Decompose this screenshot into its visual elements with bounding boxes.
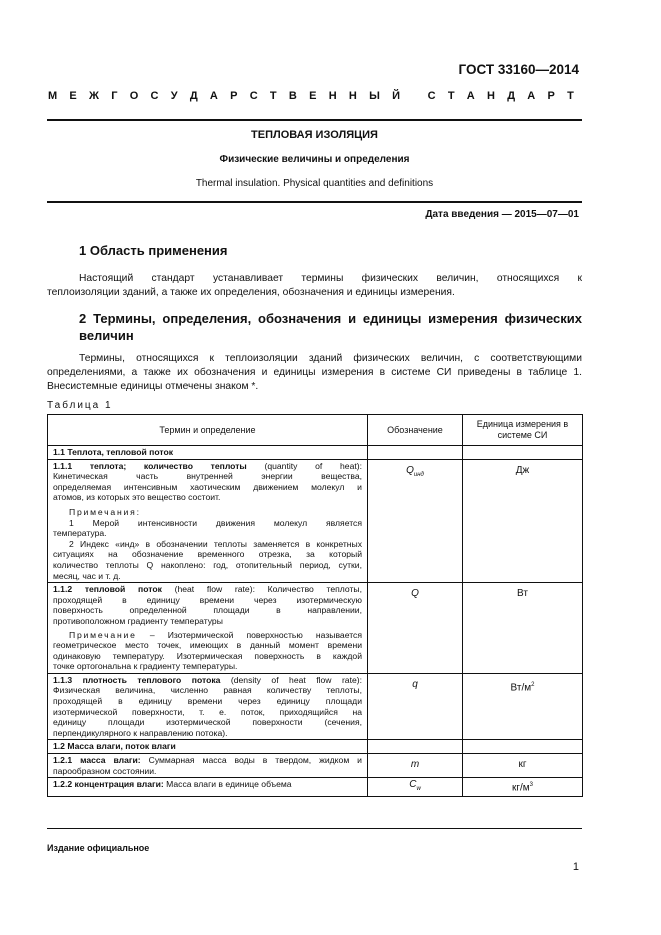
empty-cell bbox=[463, 446, 583, 460]
term-text: (density of heat flow rate): bbox=[230, 674, 363, 685]
term-text: противоположном градиенту температуры bbox=[53, 615, 223, 626]
interstate-letter: А bbox=[209, 90, 218, 102]
table-header-row bbox=[48, 415, 583, 446]
interstate-letter: Н bbox=[348, 90, 357, 102]
interstate-letter: Й bbox=[392, 90, 401, 102]
unit: кг/м bbox=[511, 782, 530, 794]
note-text: температура. bbox=[53, 528, 107, 539]
table-row bbox=[48, 740, 583, 754]
empty-cell bbox=[368, 740, 463, 754]
note-text: 2 Индекс «инд» в обозначении теплоты заменяется в конкретных bbox=[69, 538, 362, 549]
interstate-letter: Ы bbox=[369, 90, 380, 102]
term-1-1-1 bbox=[48, 459, 368, 583]
header-unit: Единица измерения в системе СИ bbox=[463, 415, 583, 446]
term-name: 1.2.1 масса влаги: bbox=[53, 755, 141, 766]
symbol-cell bbox=[368, 583, 463, 674]
symbol-cell bbox=[368, 754, 463, 778]
interstate-letter: Д bbox=[189, 90, 198, 102]
symbol: C bbox=[409, 779, 417, 791]
term-text: (heat flow rate): Количество теплоты, bbox=[174, 584, 362, 595]
section-2-line: определениями, а также их обозначения и единицы измерения в системе СИ приведены в таблице 1. bbox=[47, 367, 582, 378]
term-text: Масса влаги в единице объема bbox=[166, 779, 292, 790]
interstate-letter: С bbox=[249, 90, 258, 102]
interstate-letter: Н bbox=[328, 90, 337, 102]
document-title-english: Thermal insulation. Physical quantities and definitions bbox=[195, 178, 434, 189]
table-row bbox=[48, 459, 583, 583]
symbol: q bbox=[412, 678, 418, 690]
unit-superscript: 3 bbox=[529, 782, 534, 789]
interstate-letter: Е bbox=[69, 90, 77, 102]
symbol: Q bbox=[411, 588, 419, 600]
interstate-letter: А bbox=[527, 90, 536, 102]
term-text: проходящей в единицу времени через единицу площади bbox=[53, 696, 362, 707]
unit-superscript: 2 bbox=[531, 681, 535, 688]
table-row bbox=[48, 673, 583, 740]
term-text: Физическая величина, численно равная количеству теплоты, bbox=[53, 685, 362, 696]
empty-cell bbox=[463, 740, 583, 754]
interstate-letter: Т bbox=[447, 90, 455, 102]
symbol: Q bbox=[406, 464, 414, 476]
interstate-letter: А bbox=[466, 90, 475, 102]
section-2-heading-line: величин bbox=[79, 328, 134, 343]
interstate-letter: Т bbox=[567, 90, 574, 102]
interstate-letter: С bbox=[427, 90, 436, 102]
section-row-1-1: 1.1 Теплота, тепловой поток bbox=[48, 446, 368, 460]
unit-cell bbox=[463, 673, 583, 740]
term-text: (quantity of heat): bbox=[264, 460, 362, 471]
note-text: количество теплоты Q накоплено: год, отопительный период, сутки, bbox=[53, 559, 362, 570]
term-1-2-2 bbox=[48, 778, 368, 797]
section-2-heading bbox=[79, 310, 582, 344]
term-text: атомов, из которых это вещество состоит. bbox=[53, 492, 221, 503]
note-text: 1 Мерой интенсивности движения молекул является bbox=[69, 517, 362, 528]
top-divider bbox=[47, 119, 582, 121]
interstate-standard-label bbox=[48, 90, 574, 102]
table-row bbox=[48, 446, 583, 460]
interstate-letter: О bbox=[129, 90, 139, 102]
unit-cell: Дж bbox=[463, 459, 583, 583]
note-text: точке ортогональна к градиенту температуры. bbox=[53, 661, 238, 672]
table-row bbox=[48, 583, 583, 674]
interstate-letter: Н bbox=[487, 90, 495, 102]
term-text: проходящей в единицу времени через изотермическую bbox=[53, 594, 362, 605]
term-text: определяемая интенсивным хаотическим движением молекул и bbox=[53, 481, 362, 492]
unit-cell bbox=[463, 778, 583, 797]
term-text: Суммарная масса воды в твердом, жидком и bbox=[148, 755, 362, 766]
section-2-text bbox=[47, 352, 582, 394]
section-2-line: Внесистемные единицы отмечены знаком *. bbox=[47, 381, 259, 392]
footer-divider bbox=[47, 828, 582, 829]
term-name: 1.1.2 тепловой поток bbox=[53, 584, 162, 595]
note-text: – Изотермической поверхностью называется bbox=[149, 629, 362, 640]
interstate-letter: У bbox=[170, 90, 178, 102]
symbol-cell bbox=[368, 459, 463, 583]
interstate-letter: Д bbox=[507, 90, 516, 102]
header-symbol: Обозначение bbox=[368, 415, 463, 446]
interstate-letter: Р bbox=[547, 90, 555, 102]
term-text: единицу площади изотермической поверхности (сечения, bbox=[53, 717, 362, 728]
symbol-subscript: инд bbox=[413, 471, 424, 478]
term-text: изотермической поверхности, т. е. поток, приходящийся на bbox=[53, 706, 362, 717]
notes-heading: Примечания: bbox=[69, 506, 141, 517]
introduction-date: Дата введения — 2015—07—01 bbox=[425, 209, 579, 220]
page-number: 1 bbox=[572, 861, 579, 873]
term-text: Кинетическая часть внутренней энергии вещества, bbox=[53, 471, 362, 482]
terms-table bbox=[47, 414, 583, 797]
table-caption: Таблица 1 bbox=[47, 400, 113, 411]
interstate-letter: Р bbox=[230, 90, 238, 102]
section-1-line: теплоизоляции зданий, а также их определения, обозначения и единицы измерения. bbox=[47, 287, 455, 298]
term-text: перпендикулярного к направлению потока). bbox=[53, 727, 228, 738]
title-divider bbox=[47, 201, 582, 203]
interstate-letter: С bbox=[150, 90, 159, 102]
empty-cell bbox=[368, 446, 463, 460]
interstate-letter bbox=[412, 90, 415, 102]
symbol: m bbox=[410, 759, 420, 771]
document-title: ТЕПЛОВАЯ ИЗОЛЯЦИЯ bbox=[251, 129, 378, 141]
term-name: 1.1.1 теплота; количество теплоты bbox=[53, 460, 247, 471]
interstate-letter: Ж bbox=[89, 90, 99, 102]
note-heading: Примечание bbox=[69, 629, 137, 640]
section-1-line: Настоящий стандарт устанавливает термины физических величин, относящихся к bbox=[79, 273, 582, 284]
section-2-heading-line: 2 Термины, определения, обозначения и единицы измерения физических bbox=[79, 311, 582, 326]
term-1-2-1 bbox=[48, 754, 368, 778]
section-row-1-2: 1.2 Масса влаги, поток влаги bbox=[48, 740, 368, 754]
symbol-cell bbox=[368, 673, 463, 740]
section-1-text bbox=[47, 272, 582, 300]
table-row bbox=[48, 754, 583, 778]
table-row bbox=[48, 778, 583, 797]
unit-cell: Вт bbox=[463, 583, 583, 674]
unit: Вт/м bbox=[510, 682, 532, 694]
interstate-letter: Е bbox=[309, 90, 317, 102]
official-edition-label: Издание официальное bbox=[47, 843, 150, 853]
note-text: геометрическое место точек, имеющих в данный момент времени bbox=[53, 640, 362, 651]
term-text: поверхность определенной площади в направлении, bbox=[53, 605, 362, 616]
interstate-letter: М bbox=[48, 90, 58, 102]
note-text: месяц, час и т. д. bbox=[53, 570, 121, 581]
term-1-1-2 bbox=[48, 583, 368, 674]
term-text: парообразном состоянии. bbox=[53, 765, 157, 776]
header-term: Термин и определение bbox=[48, 415, 368, 446]
gost-number: ГОСТ 33160—2014 bbox=[458, 62, 579, 77]
symbol-subscript: w bbox=[416, 786, 421, 793]
interstate-letter: В bbox=[288, 90, 297, 102]
note-text: ситуациях на обозначение временного отрезка, за который bbox=[53, 549, 362, 560]
section-2-line: Термины, относящихся к теплоизоляции зданий физических величин, с соответствующими bbox=[79, 353, 582, 364]
interstate-letter: Г bbox=[111, 90, 118, 102]
interstate-letter: Т bbox=[269, 90, 277, 102]
note-text: одинаковую температуру. Изотермическая поверхность в каждой bbox=[53, 650, 362, 661]
term-1-1-3 bbox=[48, 673, 368, 740]
symbol-cell bbox=[368, 778, 463, 797]
document-subtitle: Физические величины и определения bbox=[219, 154, 410, 165]
term-name: 1.1.3 плотность теплового потока bbox=[53, 674, 221, 685]
section-1-heading: 1 Область применения bbox=[79, 243, 228, 258]
unit-cell: кг bbox=[463, 754, 583, 778]
term-name: 1.2.2 концентрация влаги: bbox=[53, 779, 164, 790]
